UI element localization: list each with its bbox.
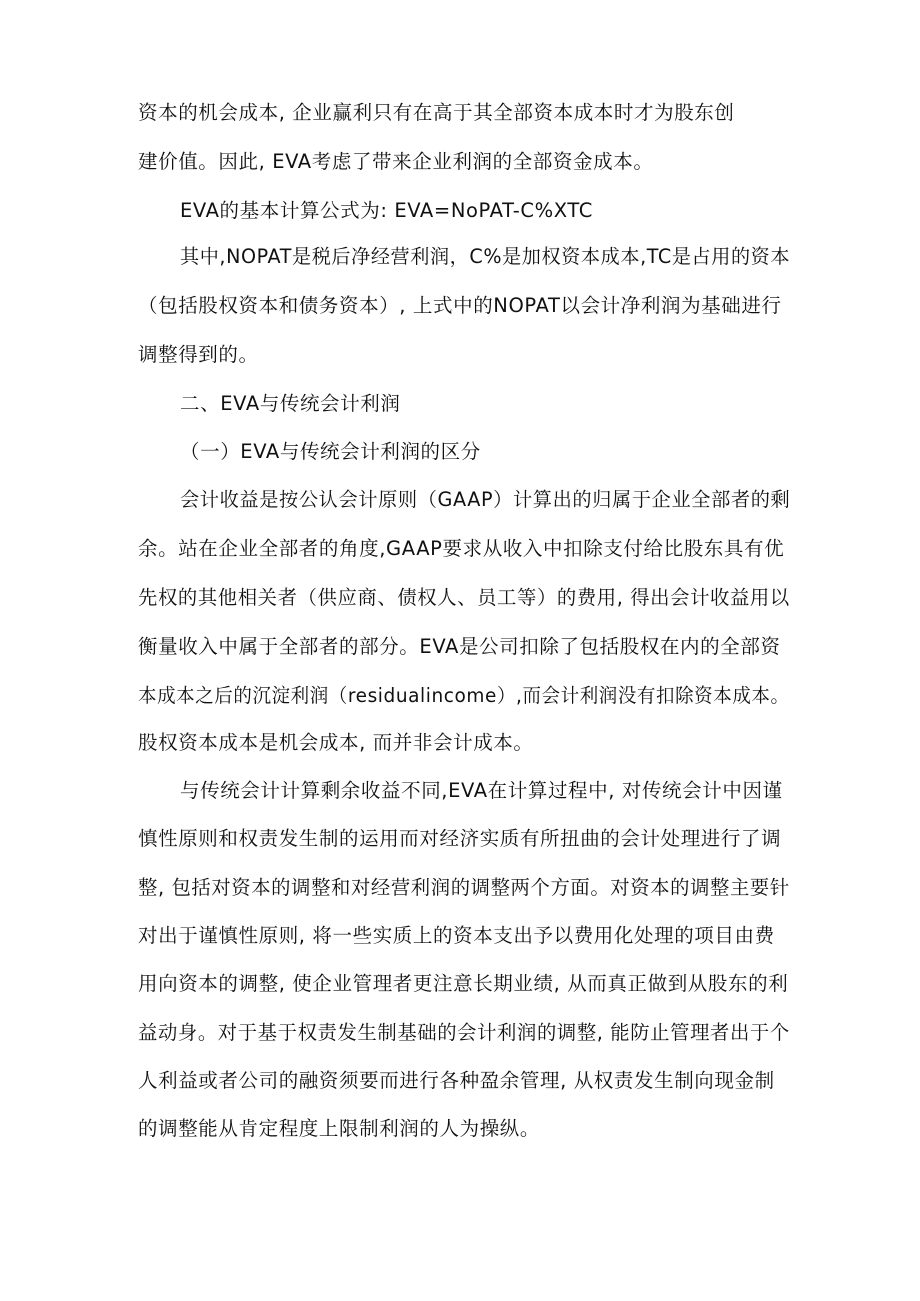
text-line: 整, 包括对资本的调整和对经营利润的调整两个方面。对资本的调整主要针 <box>138 876 790 899</box>
text-line: 慎性原则和权责发生制的运用而对经济实质有所扭曲的会计处理进行了调 <box>138 827 782 850</box>
text-line: 本成本之后的沉淀利润（residualincome）,而会计利润没有扣除资本成本。 <box>138 684 790 707</box>
text-line: 的调整能从肯定程度上限制利润的人为操纵。 <box>138 1117 541 1140</box>
text-line: 益动身。对于基于权责发生制基础的会计利润的调整, 能防止管理者出于个 <box>138 1021 790 1044</box>
text-line: 先权的其他相关者（供应商、债权人、员工等）的费用, 得出会计收益用以 <box>138 586 790 609</box>
text-line: 用向资本的调整, 使企业管理者更注意长期业绩, 从而真正做到从股东的利 <box>138 972 789 995</box>
formula-line: EVA的基本计算公式为: EVA=NoPAT-C%XTC <box>180 199 593 222</box>
text-line: 股权资本成本是机会成本, 而并非会计成本。 <box>138 731 534 754</box>
text-line: 资本的机会成本, 企业赢利只有在高于其全部资本成本时才为股东创 <box>138 101 735 124</box>
text-line: 其中,NOPAT是税后净经营利润，C%是加权资本成本,TC是占用的资本 <box>180 245 791 268</box>
text-line: 调整得到的。 <box>138 343 259 366</box>
text-line: 余。站在企业全部者的角度,GAAP要求从收入中扣除支付给比股东具有优 <box>138 537 785 560</box>
text-line: 对出于谨慎性原则, 将一些实质上的资本支出予以费用化处理的项目由费 <box>138 924 775 947</box>
text-line: 会计收益是按公认会计原则（GAAP）计算出的归属于企业全部者的剩 <box>180 488 791 511</box>
text-line: 与传统会计计算剩余收益不同,EVA在计算过程中, 对传统会计中因谨 <box>180 779 783 802</box>
text-line: 建价值。因此, EVA考虑了带来企业利润的全部资金成本。 <box>138 150 654 173</box>
text-line: 衡量收入中属于全部者的部分。EVA是公司扣除了包括股权在内的全部资 <box>138 635 781 658</box>
subsection-heading: （一）EVA与传统会计利润的区分 <box>180 440 481 463</box>
section-heading: 二、EVA与传统会计利润 <box>180 392 401 415</box>
text-line: （包括股权资本和债务资本）, 上式中的NOPAT以会计净利润为基础进行 <box>138 294 782 317</box>
text-line: 人利益或者公司的融资须要而进行各种盈余管理, 从权责发生制向现金制 <box>138 1069 775 1092</box>
